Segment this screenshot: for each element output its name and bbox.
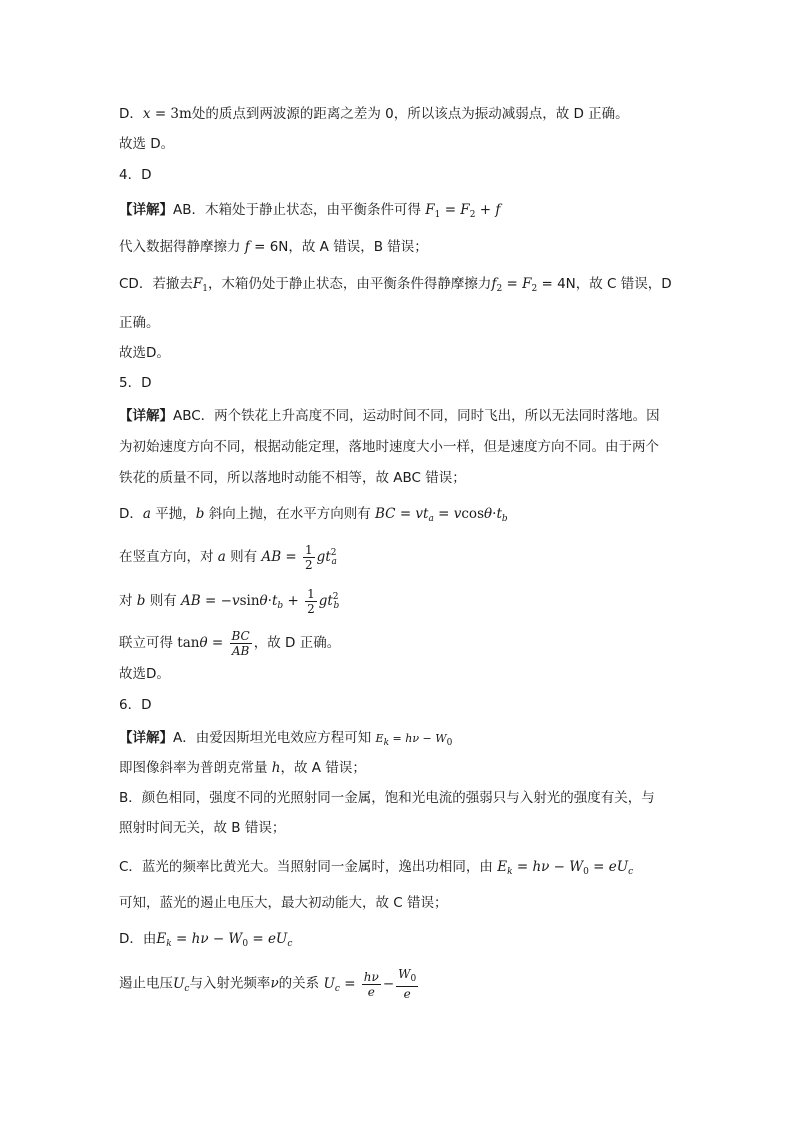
line-q5-vertical-b: 对 b 则有 AB = $-vsin\theta\cdot t_b$ + $\frac{1}{2}$ $gt^2_b$ [119, 587, 340, 616]
formula-ek-euc-1: $E_k = h\nu - W_0 = eU_c$ [497, 859, 634, 877]
formula-bc: BC = $vt_a = vcos\theta\cdot t_b$ [375, 506, 508, 524]
line-q6-a: 【详解】A．由爱因斯坦光电效应方程可知 $E_k = h\nu - W_0$ [119, 730, 453, 748]
line-q5-abc-3: 铁花的质量不同，所以落地时动能不相等，故 ABC 错误； [119, 470, 466, 486]
formula-ab-a: AB = $\frac{1}{2}$ $gt^2_a$ [261, 543, 337, 572]
line-q6-b-2: 照射时间无关，故 B 错误； [119, 820, 286, 836]
var-f: f [244, 239, 250, 255]
line-q4-cd: CD．若撤去$F_1$，木箱仍处于静止状态，由平衡条件得静摩擦力$f_2 = F_2 = 4N$，故 C 错误，D [119, 276, 672, 294]
line-q6-slope: 即图像斜率为普朗克常量 h，故 A 错误； [119, 760, 366, 776]
line-q5-combine: 联立可得 tanθ = $\frac{BC}{AB}$ ，故 D 正确。 [119, 629, 341, 658]
line-answer-d-3: 故选D。 [119, 666, 170, 682]
line-answer-d-2: 故选D。 [119, 345, 170, 361]
line-q4-data: 代入数据得静摩擦力 f = 6N，故 A 错误，B 错误； [119, 239, 428, 255]
formula-f2-eq-F2: $f_2 = F_2$ [491, 276, 538, 294]
line-q4-ab: 【详解】AB．木箱处于静止状态，由平衡条件可得 $F_1 = F_2 + f$ [119, 202, 501, 220]
line-q5-abc-1: 【详解】ABC．两个铁花上升高度不同，运动时间不同，同时飞出，所以无法同时落地。因 [119, 408, 660, 424]
formula-uc: $U_c$ = $\frac{h\nu}{e}$ − $\frac{W_0}{e}$ [323, 967, 417, 1001]
line-q6-b-1: B．颜色相同，强度不同的光照射同一金属，饱和光电流的强弱只与入射光的强度有关，与 [119, 790, 655, 806]
formula-tan-theta: tanθ = $\frac{BC}{AB}$ [177, 629, 250, 658]
line-answer-d-1: 故选 D。 [119, 136, 175, 152]
formula-ek-euc-2: $E_k = h\nu - W_0 = eU_c$ [156, 931, 293, 949]
line-q4-heading: 4．D [119, 167, 152, 183]
line-q6-d: D．由$E_k = h\nu - W_0 = eU_c$ [119, 931, 293, 949]
formula-ab-b: AB = $-vsin\theta\cdot t_b$ + $\frac{1}{2}$ $gt^2_b$ [181, 587, 340, 616]
line-q5-abc-2: 为初始速度方向不同，根据动能定理，落地时速度大小一样，但是速度方向不同。由于两个 [119, 439, 659, 455]
line-q5-d: D．a 平抛，b 斜向上抛，在水平方向则有 BC = $vt_a = vcos\theta\cdot t_b$ [119, 506, 508, 524]
line-q4-correct: 正确。 [119, 315, 160, 331]
line-option-d-wave: D．x = 3m处的质点到两波源的距离之差为 0，所以该点为振动减弱点，故 D 正确。 [119, 106, 629, 122]
line-q6-heading: 6．D [119, 697, 152, 713]
line-q5-vertical-a: 在竖直方向，对 a 则有 AB = $\frac{1}{2}$ $gt^2_a$ [119, 543, 337, 572]
formula-ek: $E_k = h\nu - W_0$ [375, 732, 453, 748]
line-q6-c-2: 可知，蓝光的遏止电压大，最大初动能大，故 C 错误； [119, 895, 448, 911]
line-q5-heading: 5．D [119, 375, 152, 391]
var-f1: $F_1$ [192, 276, 208, 294]
line-q6-d-2: 遏止电压$U_c$与入射光频率ν的关系 $U_c$ = $\frac{h\nu}{e}$ − $\frac{W_0}{e}$ [119, 967, 420, 1001]
line-q6-c: C．蓝光的频率比黄光大。当照射同一金属时，逸出功相同，由 $E_k = h\nu - W_0 = eU_c$ [119, 859, 634, 877]
formula-f1-f2-f: $F_1 = F_2 + f$ [425, 202, 501, 220]
